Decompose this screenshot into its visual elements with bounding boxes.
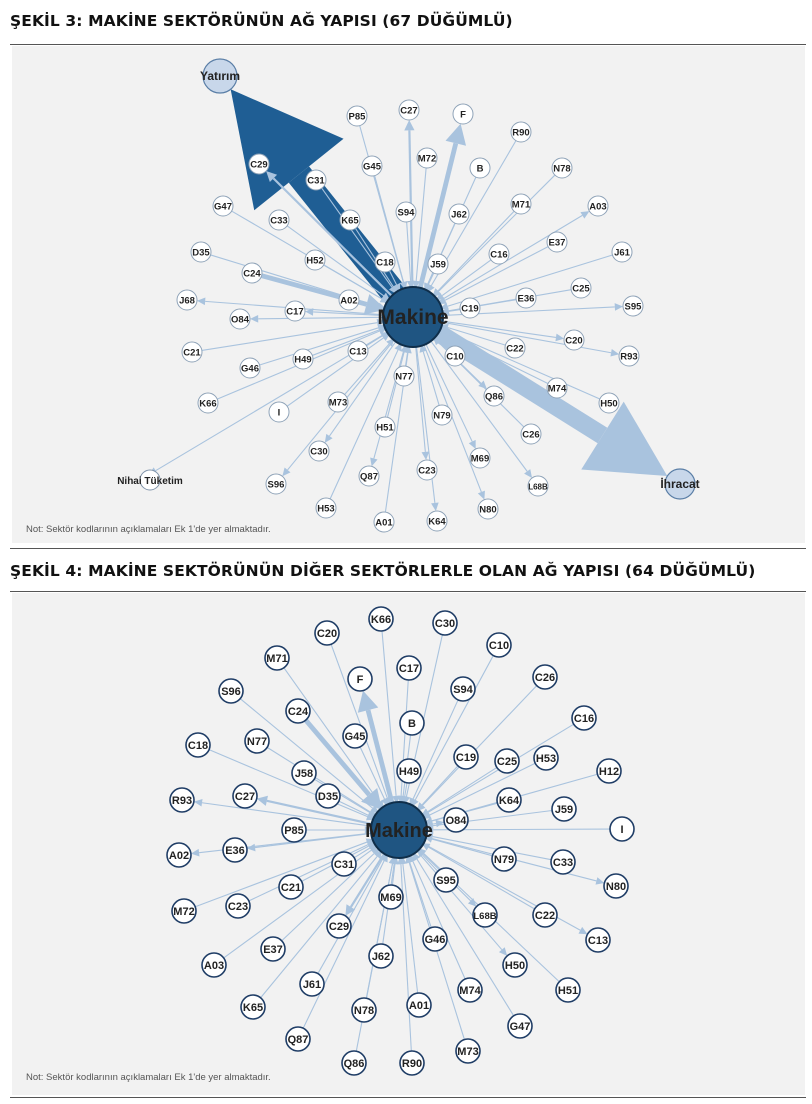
node-label: C26 <box>522 429 540 441</box>
node-label: G46 <box>241 363 259 375</box>
nodes <box>167 607 634 1075</box>
divider <box>10 1097 806 1098</box>
node-label: G46 <box>424 933 446 946</box>
node-label: M74 <box>547 383 567 395</box>
edge-n80-head <box>595 877 604 884</box>
node-label: J62 <box>451 209 467 221</box>
edge-c23-head <box>422 452 430 461</box>
node-label: H51 <box>376 422 394 434</box>
figure-3-network <box>12 46 805 543</box>
node-label: C31 <box>333 858 355 871</box>
edge-a03 <box>437 215 582 305</box>
hub-label: Makine <box>365 820 433 842</box>
node-label: C33 <box>552 856 574 869</box>
edge-j68-head <box>197 298 205 306</box>
node-label: A01 <box>408 999 430 1012</box>
node-label: F <box>356 673 364 686</box>
node-label: C20 <box>565 335 583 347</box>
node-label: M71 <box>266 652 288 665</box>
edge-c20-head <box>555 334 564 342</box>
node-label: A02 <box>340 295 358 307</box>
node-label: C17 <box>286 306 304 318</box>
node-label: C27 <box>234 790 256 803</box>
node-label: S95 <box>624 301 642 313</box>
node-label: Q87 <box>287 1033 309 1046</box>
node-label: C30 <box>310 446 328 458</box>
node-label: E36 <box>517 293 535 305</box>
edge-c27-head <box>257 796 268 806</box>
node-label: C22 <box>506 343 524 355</box>
node-label: C30 <box>434 617 456 630</box>
node-label: C23 <box>227 900 249 913</box>
node-label: İhracat <box>660 477 700 491</box>
node-label: H49 <box>398 765 420 778</box>
edge-r93-head <box>610 349 619 357</box>
node-label: C22 <box>534 909 556 922</box>
node-label: C17 <box>398 662 420 675</box>
node-label: S94 <box>397 207 415 219</box>
node-label: H52 <box>306 255 324 267</box>
node-label: G45 <box>363 161 381 173</box>
figure-3-panel <box>12 46 805 543</box>
node-label: S96 <box>267 479 285 491</box>
node-label: C24 <box>243 268 261 280</box>
node-label: C31 <box>307 175 325 187</box>
edge-o84-head <box>435 820 444 828</box>
node-label: I <box>620 823 624 836</box>
node-label: M73 <box>457 1045 479 1058</box>
node-label: N77 <box>395 371 413 383</box>
node-label: M72 <box>417 153 437 165</box>
node-label: J59 <box>554 803 574 816</box>
node-label: Nihai Tüketim <box>117 476 183 487</box>
node-label: H12 <box>598 765 620 778</box>
node-label: A01 <box>375 517 393 529</box>
node-label: Yatırım <box>199 69 241 83</box>
node-label: C26 <box>534 671 556 684</box>
figure-3-note: Not: Sektör kodlarının açıklamaları Ek 1'de yer almaktadır. <box>26 524 271 535</box>
node-label: C25 <box>572 283 590 295</box>
edge-yatirim <box>299 175 396 296</box>
node-label: N78 <box>353 1004 375 1017</box>
edge-c19 <box>422 766 458 805</box>
edge-c26 <box>423 683 537 806</box>
node-label: L68B <box>528 482 548 492</box>
node-label: C29 <box>328 920 350 933</box>
edge-c27-head <box>404 120 414 130</box>
edge-a03-head <box>580 211 589 218</box>
node-label: C18 <box>187 739 209 752</box>
edge-s95 <box>422 855 437 871</box>
node-label: C13 <box>349 346 367 358</box>
node-label: C13 <box>587 934 609 947</box>
node-label: E36 <box>225 844 245 857</box>
node-label: M69 <box>380 891 402 904</box>
edge-k64-head <box>431 502 439 511</box>
node-label: E37 <box>263 943 283 956</box>
node-label: S94 <box>453 683 473 696</box>
node-label: M74 <box>459 984 481 997</box>
edge-c23 <box>416 345 426 452</box>
node-label: J68 <box>179 295 195 307</box>
node-label: C19 <box>455 751 477 764</box>
node-label: H53 <box>317 503 335 515</box>
node-label: C24 <box>287 705 309 718</box>
figure-4-title: ŞEKİL 4: MAKİNE SEKTÖRÜNÜN DİĞER SEKTÖRLERLE OLAN AĞ YAPISI (64 DÜĞÜMLÜ) <box>10 562 756 580</box>
node-label: R90 <box>401 1057 423 1070</box>
node-label: C21 <box>280 881 302 894</box>
node-label: N79 <box>493 853 515 866</box>
node-label: Q86 <box>485 391 503 403</box>
edge-f-head <box>446 124 467 146</box>
node-label: E37 <box>548 237 566 249</box>
node-label: M72 <box>173 905 195 918</box>
node-label: N80 <box>605 880 627 893</box>
node-label: R93 <box>620 351 638 363</box>
node-label: L68B <box>473 910 497 922</box>
node-label: K64 <box>428 516 446 528</box>
node-label: N78 <box>553 163 571 175</box>
edge-a02-head <box>191 849 200 857</box>
node-label: C10 <box>488 639 510 652</box>
divider <box>10 548 806 549</box>
node-label: C19 <box>461 303 479 315</box>
node-label: J62 <box>371 950 391 963</box>
node-label: G47 <box>214 201 232 213</box>
node-label: I <box>277 407 281 419</box>
node-label: C27 <box>400 105 418 117</box>
node-label: K66 <box>199 398 217 410</box>
node-label: R90 <box>512 127 530 139</box>
node-label: H51 <box>557 984 579 997</box>
node-label: H50 <box>504 959 526 972</box>
node-label: R93 <box>171 794 193 807</box>
node-label: C33 <box>270 215 288 227</box>
node-label: N80 <box>479 504 497 516</box>
node-label: M71 <box>511 199 531 211</box>
figure-4-network <box>12 593 805 1095</box>
edge-c16 <box>442 260 491 296</box>
node-label: C21 <box>183 347 201 359</box>
node-label: C10 <box>446 351 464 363</box>
node-label: N79 <box>433 410 451 422</box>
node-label: D35 <box>317 790 339 803</box>
node-label: C25 <box>496 755 518 768</box>
node-label: B <box>408 717 416 730</box>
edge-l68b-head <box>524 469 532 478</box>
node-label: N77 <box>246 735 268 748</box>
figure-4-note: Not: Sektör kodlarının açıklamaları Ek 1'de yer almaktadır. <box>26 1072 271 1083</box>
node-label: Q87 <box>360 471 378 483</box>
node-label: M69 <box>470 453 490 465</box>
node-label: H53 <box>535 752 557 765</box>
edge-o84 <box>258 317 385 318</box>
node-label: C18 <box>376 257 394 269</box>
node-label: P85 <box>348 111 366 123</box>
edge-c10 <box>415 656 493 800</box>
divider <box>10 591 806 592</box>
node-label: K66 <box>370 613 392 626</box>
node-label: A02 <box>168 849 190 862</box>
node-label: J61 <box>302 978 322 991</box>
node-label: M73 <box>328 397 348 409</box>
node-label: A03 <box>589 201 607 213</box>
node-label: C16 <box>490 249 508 261</box>
node-label: G45 <box>344 730 366 743</box>
edge-c30-head <box>325 434 333 443</box>
edge-o84-head <box>250 315 258 323</box>
node-label: C23 <box>418 465 436 477</box>
node-label: D35 <box>192 247 210 259</box>
node-label: A03 <box>203 959 225 972</box>
figure-4-panel <box>12 593 805 1095</box>
edge-s95-head <box>615 303 623 311</box>
node-label: S96 <box>221 685 241 698</box>
node-label: J59 <box>430 259 446 271</box>
node-label: O84 <box>231 314 249 326</box>
edge-e36 <box>255 833 373 847</box>
node-label: J61 <box>614 247 630 259</box>
node-label: S95 <box>436 874 456 887</box>
node-label: H49 <box>294 354 312 366</box>
node-label: C29 <box>250 159 268 171</box>
node-label: O84 <box>445 814 467 827</box>
edge-r93-head <box>194 799 203 807</box>
node-label: F <box>460 109 466 121</box>
divider <box>10 44 806 45</box>
node-label: K64 <box>498 794 520 807</box>
node-label: C16 <box>573 712 595 725</box>
node-label: K65 <box>341 215 359 227</box>
node-label: Q86 <box>343 1057 365 1070</box>
node-label: C20 <box>316 627 338 640</box>
edge-s96-head <box>282 468 290 477</box>
node-label: B <box>476 163 484 175</box>
node-label: G47 <box>509 1020 531 1033</box>
edge-q87-head <box>370 457 377 466</box>
hub-label: Makine <box>377 306 449 329</box>
edge-f-head <box>358 691 378 713</box>
edge-s94 <box>407 222 411 281</box>
node-label: H50 <box>600 398 618 410</box>
node-label: K65 <box>242 1001 264 1014</box>
figure-3-title: ŞEKİL 3: MAKİNE SEKTÖRÜNÜN AĞ YAPISI (67 DÜĞÜMLÜ) <box>10 12 513 30</box>
node-label: P85 <box>284 824 304 837</box>
node-label: J58 <box>294 767 314 780</box>
